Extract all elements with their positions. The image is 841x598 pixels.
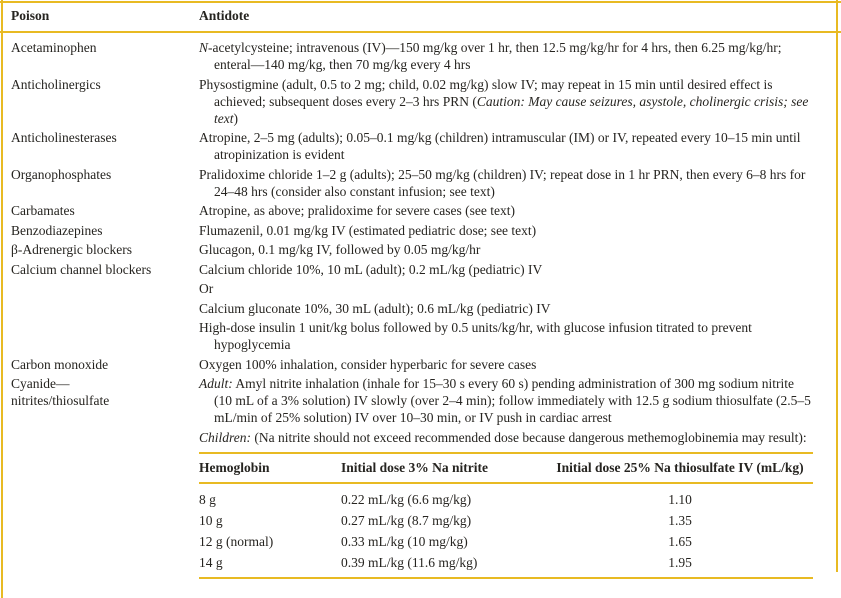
hemoglobin-value: 12 g (normal) <box>199 533 274 549</box>
poison-cell <box>0 166 199 203</box>
table-row <box>0 222 841 242</box>
poison-cell <box>0 356 199 376</box>
subtable-column-header: Initial dose 3% Na nitrite <box>341 459 488 475</box>
poison-name: Benzodiazepines <box>11 222 103 238</box>
hemoglobin-value: 10 g <box>199 512 223 528</box>
poison-cell <box>0 375 199 579</box>
antidote-paragraph <box>199 76 813 127</box>
poison-cell <box>0 202 199 222</box>
table-row <box>0 202 841 222</box>
text-segment: Pralidoxime chloride 1–2 g (adults); 25–50 mg/kg (children) IV; repeat dose in 1 hr PRN, then every 6–8 hrs for 24–48 hrs (consider also constant infusion; see text) <box>199 166 806 199</box>
na-thiosulfate-dose: 1.35 <box>668 512 692 528</box>
hemoglobin-value: 14 g <box>199 554 223 570</box>
antidote-paragraph <box>199 300 813 317</box>
antidote-cell <box>199 76 841 130</box>
poison-name: Anticholinesterases <box>11 130 117 145</box>
table-row <box>0 356 841 376</box>
poison-name: Cyanide— <box>11 376 70 391</box>
subtable-header-row <box>199 452 813 484</box>
antidote-paragraph <box>199 166 813 200</box>
subtable-row <box>199 552 813 573</box>
subtable-body <box>199 484 813 579</box>
antidote-cell <box>199 202 841 222</box>
antidote-cell <box>199 222 841 242</box>
antidote-paragraph <box>199 202 813 219</box>
text-segment: Glucagon, 0.1 mg/kg IV, followed by 0.05 mg/kg/hr <box>199 242 481 257</box>
poison-cell <box>0 76 199 130</box>
antidote-column-header: Antidote <box>199 8 250 23</box>
antidote-cell <box>199 39 841 76</box>
poison-name: Acetaminophen <box>11 40 97 55</box>
poison-cell <box>0 261 199 356</box>
subtable-row <box>199 489 813 510</box>
antidote-cell <box>199 166 841 203</box>
hemoglobin-value: 8 g <box>199 491 216 507</box>
poison-cell <box>0 241 199 261</box>
antidote-paragraph <box>199 375 813 426</box>
poison-name: nitrites/thiosulfate <box>11 393 110 408</box>
poison-cell <box>0 39 199 76</box>
antidote-paragraph <box>199 280 813 297</box>
na-thiosulfate-dose: 1.10 <box>668 491 692 507</box>
text-segment: Atropine, as above; pralidoxime for severe cases (see text) <box>199 203 515 218</box>
table-row <box>0 261 841 356</box>
poison-name: β-Adrenergic blockers <box>11 242 132 257</box>
table-header-row <box>0 0 841 31</box>
poison-name: Organophosphates <box>11 166 112 182</box>
antidote-paragraph <box>199 261 813 278</box>
text-segment: Atropine, 2–5 mg (adults); 0.05–0.1 mg/kg (children) intramuscular (IM) or IV, repeated every 10–15 min until atropinization is evident <box>199 130 801 162</box>
na-nitrite-dose: 0.39 mL/kg (11.6 mg/kg) <box>341 554 478 570</box>
antidote-paragraph <box>199 241 813 258</box>
table-row <box>0 76 841 130</box>
table-body <box>0 33 841 579</box>
antidote-cell <box>199 129 841 166</box>
table-row <box>0 375 841 579</box>
text-segment: Or <box>199 281 214 296</box>
antidote-paragraph <box>199 356 813 373</box>
poison-name: Carbamates <box>11 203 75 218</box>
subtable-row <box>199 531 813 552</box>
antidote-cell <box>199 261 841 356</box>
na-thiosulfate-dose: 1.95 <box>668 554 692 570</box>
italic-text-segment: Caution: May cause seizures, asystole, cholinergic crisis; see text <box>214 93 809 126</box>
text-segment: High-dose insulin 1 unit/kg bolus followed by 0.5 units/kg/hr, with glucose infusion titrated to prevent hypoglycemia <box>199 320 752 352</box>
text-segment: Calcium chloride 10%, 10 mL (adult); 0.2 mL/kg (pediatric) IV <box>199 261 543 277</box>
antidote-cell <box>199 356 841 376</box>
antidote-paragraph <box>199 39 813 73</box>
text-segment: Oxygen 100% inhalation, consider hyperbaric for severe cases <box>199 356 537 372</box>
table-row <box>0 39 841 76</box>
subtable-row <box>199 510 813 531</box>
poison-cell <box>0 129 199 166</box>
antidote-paragraph <box>199 129 813 163</box>
text-segment: Physostigmine (adult, 0.5 to 2 mg; child, 0.02 mg/kg) slow IV; may repeat in 15 min until desired effect is achieved; subsequent doses every 2–3 hrs PRN ( <box>199 76 773 109</box>
text-segment: -acetylcysteine; intravenous (IV)—150 mg/kg over 1 hr, then 12.5 mg/kg/hr for 4 hrs, then 6.25 mg/kg/hr; enteral—140 mg/kg, then 70 mg/kg every 4 hrs <box>208 40 782 72</box>
antidote-cell <box>199 241 841 261</box>
na-nitrite-dose: 0.33 mL/kg (10 mg/kg) <box>341 533 468 549</box>
text-segment: ) <box>233 110 238 126</box>
text-segment: Amyl nitrite inhalation (inhale for 15–30 s every 60 s) pending administration of 300 mg sodium nitrite (10 mL of a 3% solution) IV slowly (over 2–4 min); follow immediately with 12.5 g sodium thiosulfate (2.5–5 mL/min of 25% solution) IV over 10–30 min, or IV push in cardiac arrest <box>214 376 811 425</box>
italic-text-segment: N <box>199 40 209 55</box>
hemoglobin-dose-subtable <box>199 452 813 579</box>
table-row <box>0 166 841 203</box>
antidote-paragraph <box>199 222 813 239</box>
poison-column-header: Poison <box>11 8 50 23</box>
table-row <box>0 129 841 166</box>
na-nitrite-dose: 0.22 mL/kg (6.6 mg/kg) <box>341 491 472 507</box>
antidote-paragraph <box>199 319 813 353</box>
italic-text-segment: Adult: <box>199 376 233 391</box>
na-thiosulfate-dose: 1.65 <box>668 533 692 549</box>
text-segment: Calcium gluconate 10%, 30 mL (adult); 0.6 mL/kg (pediatric) IV <box>199 300 551 316</box>
subtable-column-header: Hemoglobin <box>199 459 270 475</box>
poison-name: Calcium channel blockers <box>11 261 152 277</box>
subtable-column-header: Initial dose 25% Na thiosulfate IV (mL/kg) <box>556 459 804 475</box>
text-segment: (Na nitrite should not exceed recommended dose because dangerous methemoglobinemia may result): <box>251 429 807 445</box>
antidote-paragraph <box>199 429 813 446</box>
italic-text-segment: Children: <box>199 429 251 445</box>
poison-cell <box>0 222 199 242</box>
antidote-cell <box>199 375 841 579</box>
text-segment: Flumazenil, 0.01 mg/kg IV (estimated pediatric dose; see text) <box>199 222 537 238</box>
poison-name: Anticholinergics <box>11 76 101 92</box>
table-row <box>0 241 841 261</box>
na-nitrite-dose: 0.27 mL/kg (8.7 mg/kg) <box>341 512 472 528</box>
poison-name: Carbon monoxide <box>11 356 109 372</box>
